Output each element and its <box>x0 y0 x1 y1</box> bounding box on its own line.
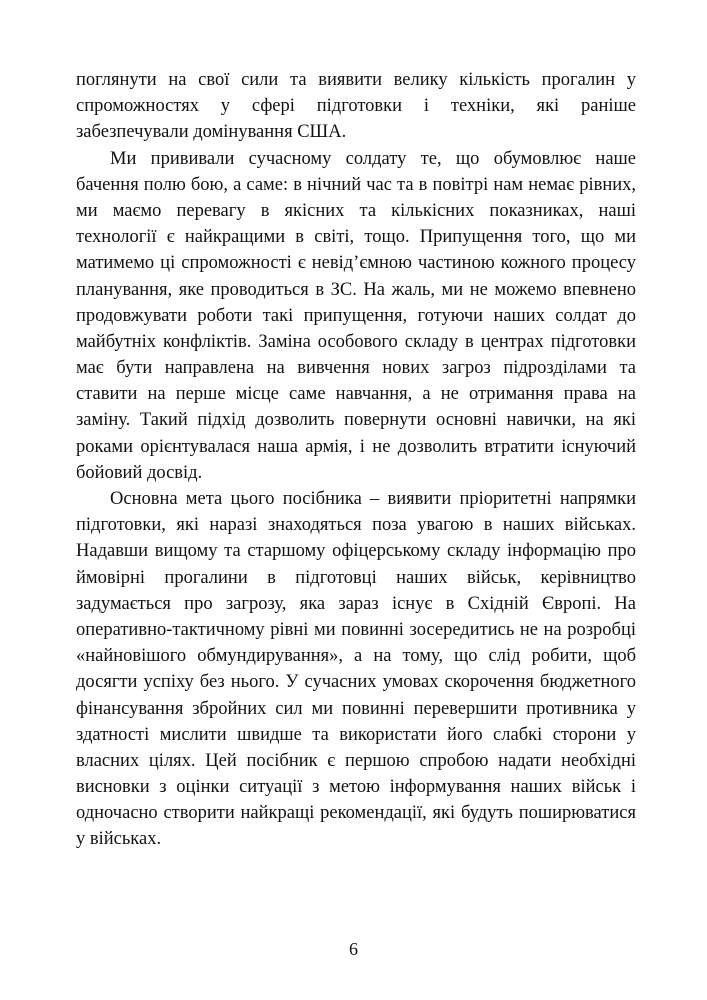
text-line: роками орієнтувалася наша армія, і не дозволить втратити існуючий <box>76 436 636 457</box>
text-line: спроможностях у сфері підготовки і техніки, які раніше <box>76 96 636 117</box>
text-line: власних цілях. Цей посібник є першою спробою надати необхідні <box>76 750 636 771</box>
text-line: заміну. Такий підхід дозволить повернути основні навички, на які <box>76 410 636 431</box>
text-line: продовжувати роботи такі припущення, готуючи наших солдат до <box>76 305 636 326</box>
text-line: одночасно створити найкращі рекомендації, які будуть поширюватися <box>76 803 636 824</box>
text-line: ймовірні прогалини в підготовці наших військ, керівництво <box>76 567 636 588</box>
body-text <box>76 67 636 853</box>
text-line: матимемо ці спроможності є невід’ємною частиною кожного процесу <box>76 253 636 274</box>
text-line: майбутніх конфліктів. Заміна особового складу в центрах підготовки <box>76 331 636 352</box>
text-line: підготовки, які наразі знаходяться поза увагою в наших військах. <box>76 515 636 536</box>
text-line: Ми прививали сучасному солдату те, що обумовлює наше <box>110 148 636 169</box>
text-line: поглянути на свої сили та виявити велику кількість прогалин у <box>76 70 636 90</box>
text-line: у військах. <box>76 829 162 850</box>
text-line: задумається про загрозу, яка зараз існує в Східній Європі. На <box>76 593 636 614</box>
text-line: «найновішого обмундирування», а на тому, що слід робити, щоб <box>76 646 636 667</box>
text-line: має бути направлена на вивчення нових загроз підрозділами та <box>76 358 636 379</box>
text-line: Надавши вищому та старшому офіцерському складу інформацію про <box>76 541 636 562</box>
text-line: висновки з оцінки ситуації з метою інформування наших військ і <box>76 777 636 798</box>
text-line: бачення полю бою, а саме: в нічний час та в повітрі нам немає рівних, <box>76 174 636 195</box>
text-line: фінансування збройних сил ми повинні перевершити противника у <box>76 698 636 719</box>
text-line: здатності мислити швидше та використати його слабкі сторони у <box>76 724 636 745</box>
text-line: Основна мета цього посібника – виявити пріоритетні напрямки <box>110 489 636 509</box>
text-line: оперативно-тактичному рівні ми повинні зосередитись не на розробці <box>76 619 636 640</box>
paragraph <box>76 67 636 146</box>
text-line: досягти успіху без нього. У сучасних умовах скорочення бюджетного <box>76 672 636 693</box>
text-line: ми маємо перевагу в якісних та кількісних показниках, наші <box>76 200 636 221</box>
text-line: забезпечували домінування США. <box>76 122 347 143</box>
page-number: 6 <box>349 939 358 959</box>
text-line: технології є найкращими в світі, тощо. Припущення того, що ми <box>76 227 636 248</box>
text-line: ставити на перше місце саме навчання, а не отримання права на <box>76 384 636 405</box>
text-line: планування, яке проводиться в ЗС. На жаль, ми не можемо впевнено <box>76 279 636 300</box>
text-line: бойовий досвід. <box>76 462 203 483</box>
paragraph <box>76 486 636 853</box>
paragraph <box>76 146 636 486</box>
